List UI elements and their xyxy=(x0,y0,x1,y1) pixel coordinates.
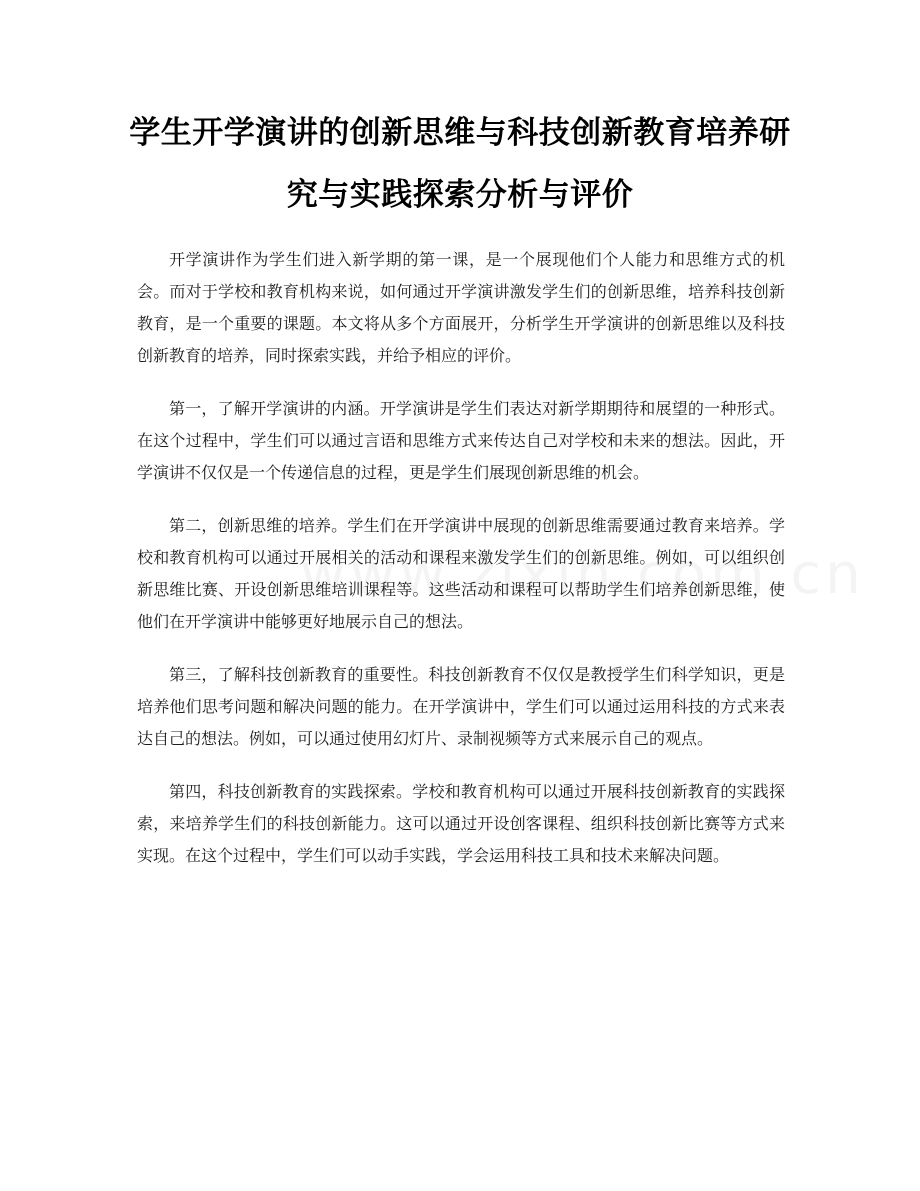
document-title: 学生开学演讲的创新思维与科技创新教育培养研究与实践探索分析与评价 xyxy=(129,115,791,213)
paragraph-third: 第三，了解科技创新教育的重要性。科技创新教育不仅仅是教授学生们科学知识，更是培养他们思考问题和解决问题的能力。在开学演讲中，学生们可以通过运用科技的方式来表达自己的想法。例如，可以通过使用幻灯片、录制视频等方式来展示自己的观点。 xyxy=(137,665,785,748)
paragraph-fourth: 第四，科技创新教育的实践探索。学校和教育机构可以通过开展科技创新教育的实践探索，来培养学生们的科技创新能力。这可以通过开设创客课程、组织科技创新比赛等方式来实现。在这个过程中，学生们可以动手实践，学会运用科技工具和技术来解决问题。 xyxy=(137,782,785,865)
paragraph-intro: 开学演讲作为学生们进入新学期的第一课，是一个展现他们个人能力和思维方式的机会。而对于学校和教育机构来说，如何通过开学演讲激发学生们的创新思维，培养科技创新教育，是一个重要的课题。本文将从多个方面展开，分析学生开学演讲的创新思维以及科技创新教育的培养，同时探索实践，并给予相应的评价。 xyxy=(137,250,785,365)
paragraph-second: 第二，创新思维的培养。学生们在开学演讲中展现的创新思维需要通过教育来培养。学校和教育机构可以通过开展相关的活动和课程来激发学生们的创新思维。例如，可以组织创新思维比赛、开设创新思维培训课程等。这些活动和课程可以帮助学生们培养创新思维，使他们在开学演讲中能够更好地展示自己的想法。 xyxy=(137,516,785,631)
document-body xyxy=(137,244,785,893)
paragraph-first: 第一，了解开学演讲的内涵。开学演讲是学生们表达对新学期期待和展望的一种形式。在这个过程中，学生们可以通过言语和思维方式来传达自己对学校和未来的想法。因此，开学演讲不仅仅是一个传递信息的过程，更是学生们展现创新思维的机会。 xyxy=(137,399,785,482)
